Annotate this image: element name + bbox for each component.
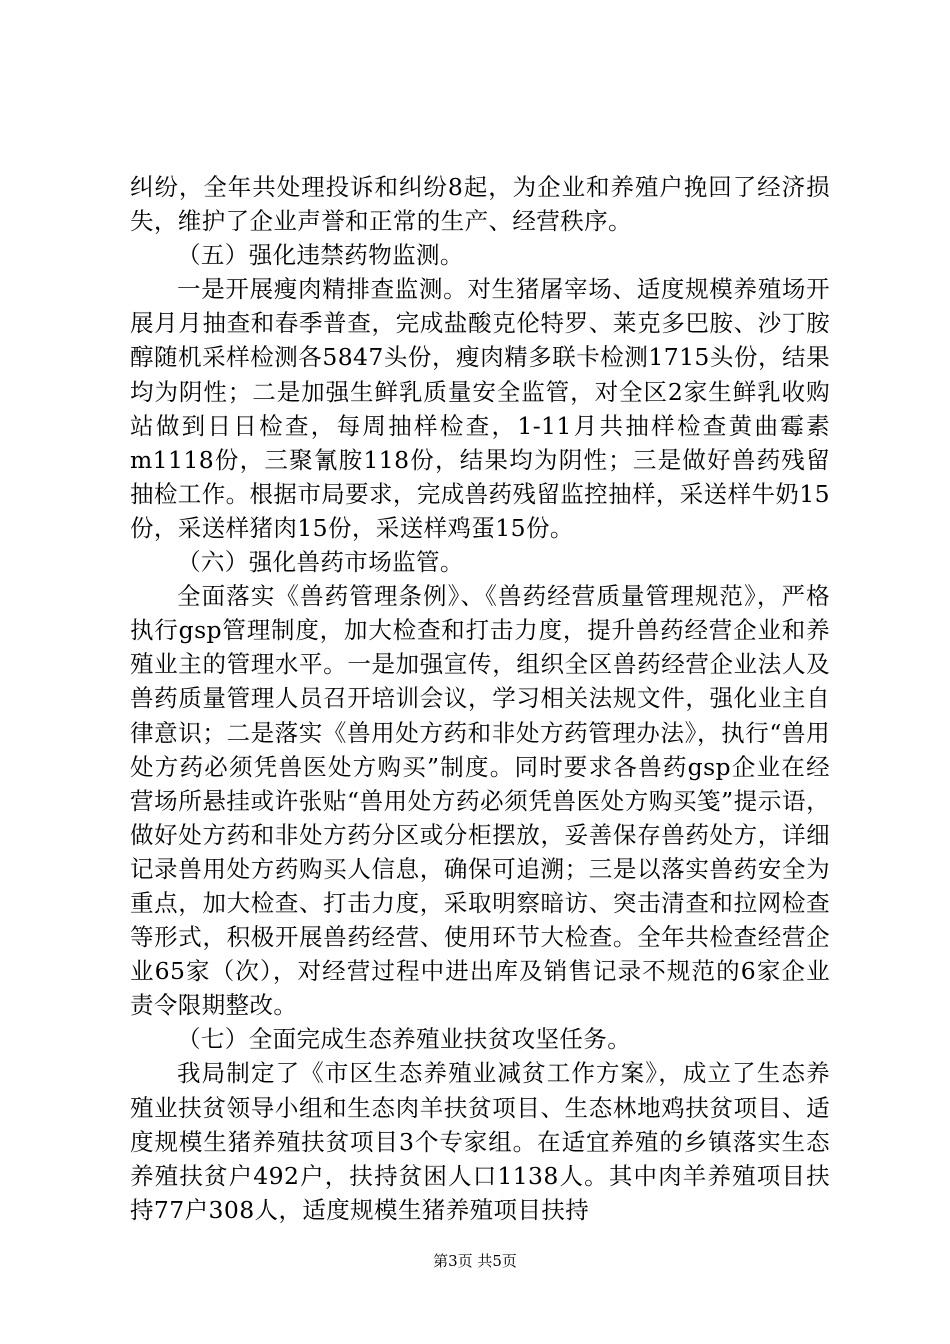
page-footer: 第3页 共5页 xyxy=(433,1252,517,1270)
paragraph-drug-monitoring: 一是开展瘦肉精排查监测。对生猪屠宰场、适度规模养殖场开展月月抽查和春季普查，完成盐酸克伦特罗、莱克多巴胺、沙丁胺醇随机采样检测各5847头份，瘦肉精多联卡检测1715头份，结果均为阴性；二是加强生鲜乳质量安全监管，对全区2家生鲜乳收购站做到日日检查，每周抽样检查，1-11月共抽样检查黄曲霉素m1118份，三聚氰胺118份，结果均为阴性；三是做好兽药残留抽检工作。根据市局要求，完成兽药残留监控抽样，采送样牛奶15份，采送样猪肉15份，采送样鸡蛋15份。 xyxy=(130,275,830,542)
document-body xyxy=(130,170,830,1227)
paragraph-1: 纠纷，全年共处理投诉和纠纷8起，为企业和养殖户挽回了经济损失，维护了企业声誉和正常的生产、经营秩序。 xyxy=(130,173,830,236)
section-heading-7: （七）全面完成生态养殖业扶贫攻坚任务。 xyxy=(177,1025,632,1054)
paragraph-vet-drug-market: 全面落实《兽药管理条例》、《兽药经营质量管理规范》，严格执行gsp管理制度，加大检查和打击力度，提升兽药经营企业和养殖业主的管理水平。一是加强宣传，组织全区兽药经营企业法人及兽药质量管理人员召开培训会议，学习相关法规文件，强化业主自律意识；二是落实《兽用处方药和非处方药管理办法》，执行“兽用处方药必须凭兽医处方购买”制度。同时要求各兽药gsp企业在经营场所悬挂或许张贴“兽用处方药必须凭兽医处方购买笺”提示语，做好处方药和非处方药分区或分柜摆放，妥善保存兽药处方，详细记录兽用处方药购买人信息，确保可追溯；三是以落实兽药安全为重点，加大检查、打击力度，采取明察暗访、突击清查和拉网检查等形式，积极开展兽药经营、使用环节大检查。全年共检查经营企业65家（次），对经营过程中进出库及销售记录不规范的6家企业责令限期整改。 xyxy=(130,582,830,1020)
section-heading-5: （五）强化违禁药物监测。 xyxy=(177,241,464,270)
section-heading-6: （六）强化兽药市场监管。 xyxy=(177,548,464,577)
paragraph-poverty-alleviation: 我局制定了《市区生态养殖业减贫工作方案》，成立了生态养殖业扶贫领导小组和生态肉羊扶贫项目、生态林地鸡扶贫项目、适度规模生猪养殖扶贫项目3个专家组。在适宜养殖的乡镇落实生态养殖扶贫户492户，扶持贫困人口1138人。其中肉羊养殖项目扶持77户308人，适度规模生猪养殖项目扶持 xyxy=(130,1059,830,1224)
